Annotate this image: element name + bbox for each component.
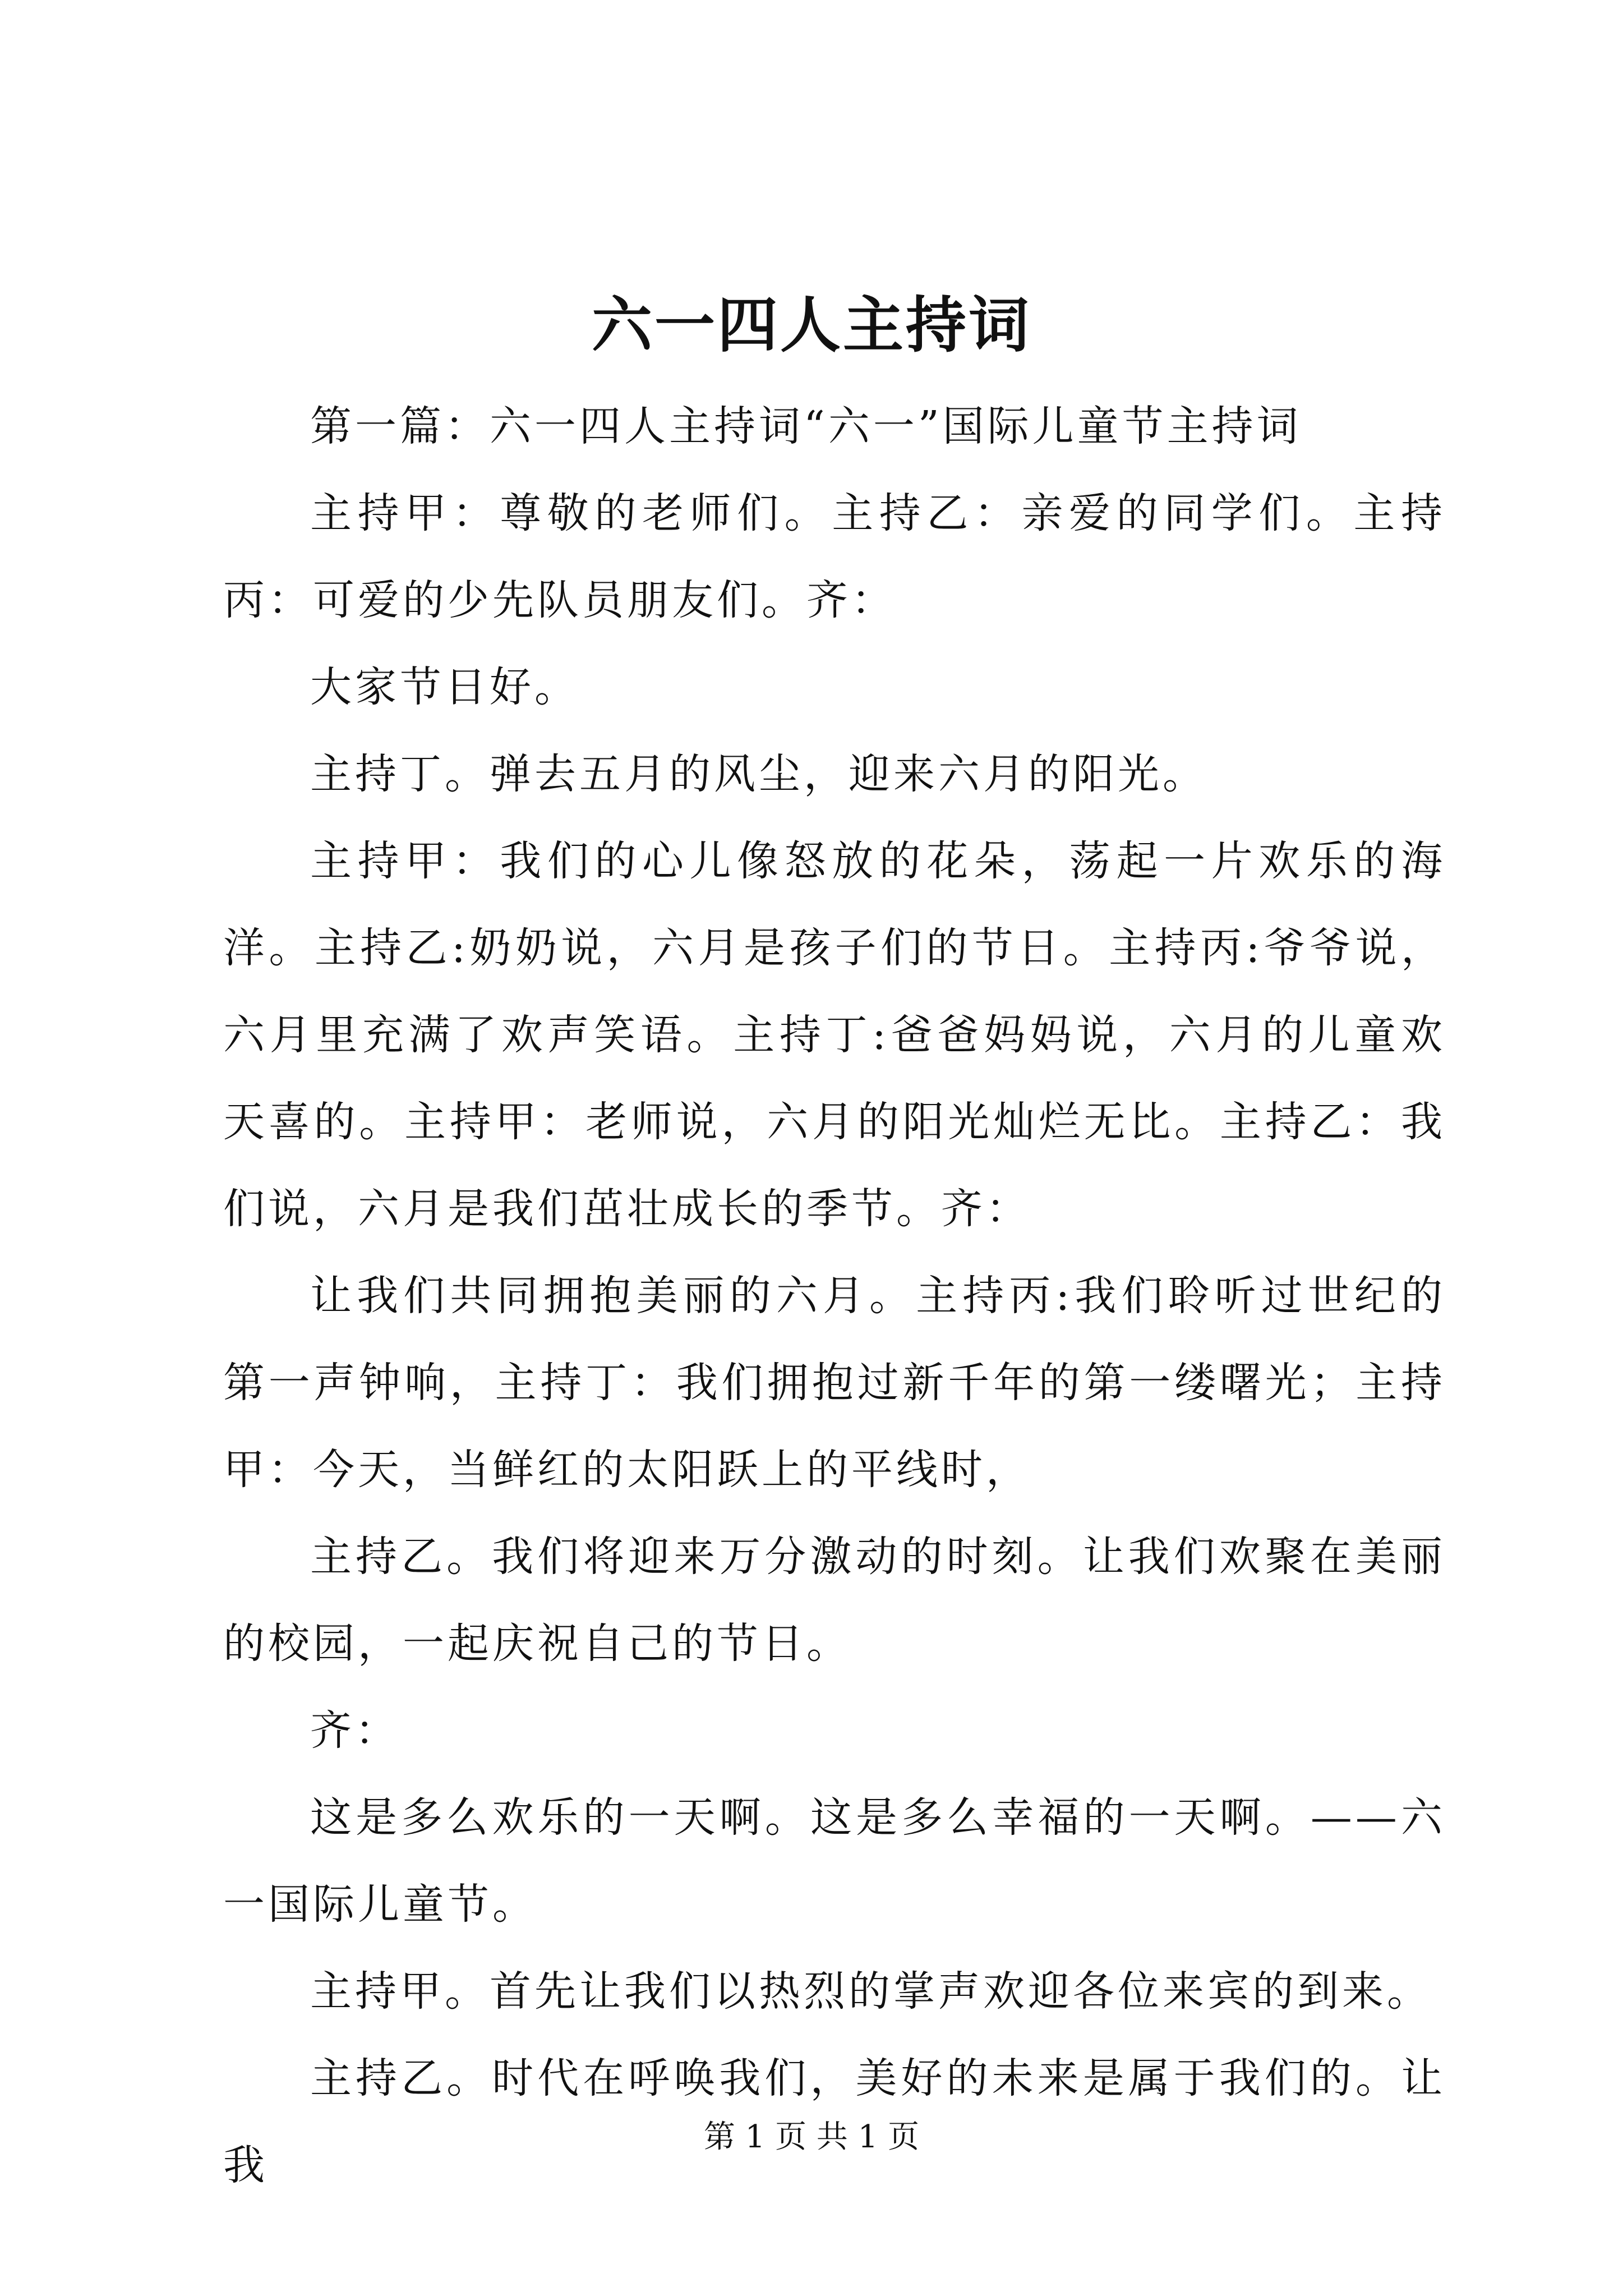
paragraph: 齐： (310, 1706, 400, 1755)
paragraph: 主持甲：我们的心儿像怒放的花朵，荡起一片欢乐的海洋。主持乙:奶奶说，六月是孩子们的节日。主持丙:爷爷说，六月里充满了欢声笑语。主持丁:爸爸妈妈说，六月的儿童欢天喜的。主持甲：老师说，六月的阳光灿烂无比。主持乙：我们说，六月是我们茁壮成长的季节。齐： (223, 837, 1446, 1233)
paragraph: 让我们共同拥抱美丽的六月。主持丙:我们聆听过世纪的第一声钟响，主持丁：我们拥抱过新千年的第一缕曙光；主持甲：今天，当鲜红的太阳跃上的平线时， (223, 1272, 1446, 1494)
page-footer: 第 1 页 共 1 页 (703, 2119, 920, 2155)
paragraph: 主持丁。弹去五月的风尘，迎来六月的阳光。 (310, 750, 1207, 798)
document-body (223, 383, 1446, 2209)
paragraph: 主持乙。时代在呼唤我们，美好的未来是属于我们的。让我 (223, 2054, 1446, 2189)
paragraph: 主持乙。我们将迎来万分激动的时刻。让我们欢聚在美丽的校园，一起庆祝自己的节日。 (223, 1533, 1446, 1668)
paragraph: 大家节日好。 (310, 663, 579, 711)
document-title: 六一四人主持词 (591, 290, 1031, 361)
paragraph: 这是多么欢乐的一天啊。这是多么幸福的一天啊。——六一国际儿童节。 (223, 1793, 1446, 1929)
paragraph: 主持甲：尊敬的老师们。主持乙：亲爱的同学们。主持丙：可爱的少先队员朋友们。齐： (223, 489, 1446, 624)
paragraph: 第一篇：六一四人主持词“六一”国际儿童节主持词 (310, 402, 1302, 450)
paragraph: 主持甲。首先让我们以热烈的掌声欢迎各位来宾的到来。 (310, 1967, 1432, 2016)
